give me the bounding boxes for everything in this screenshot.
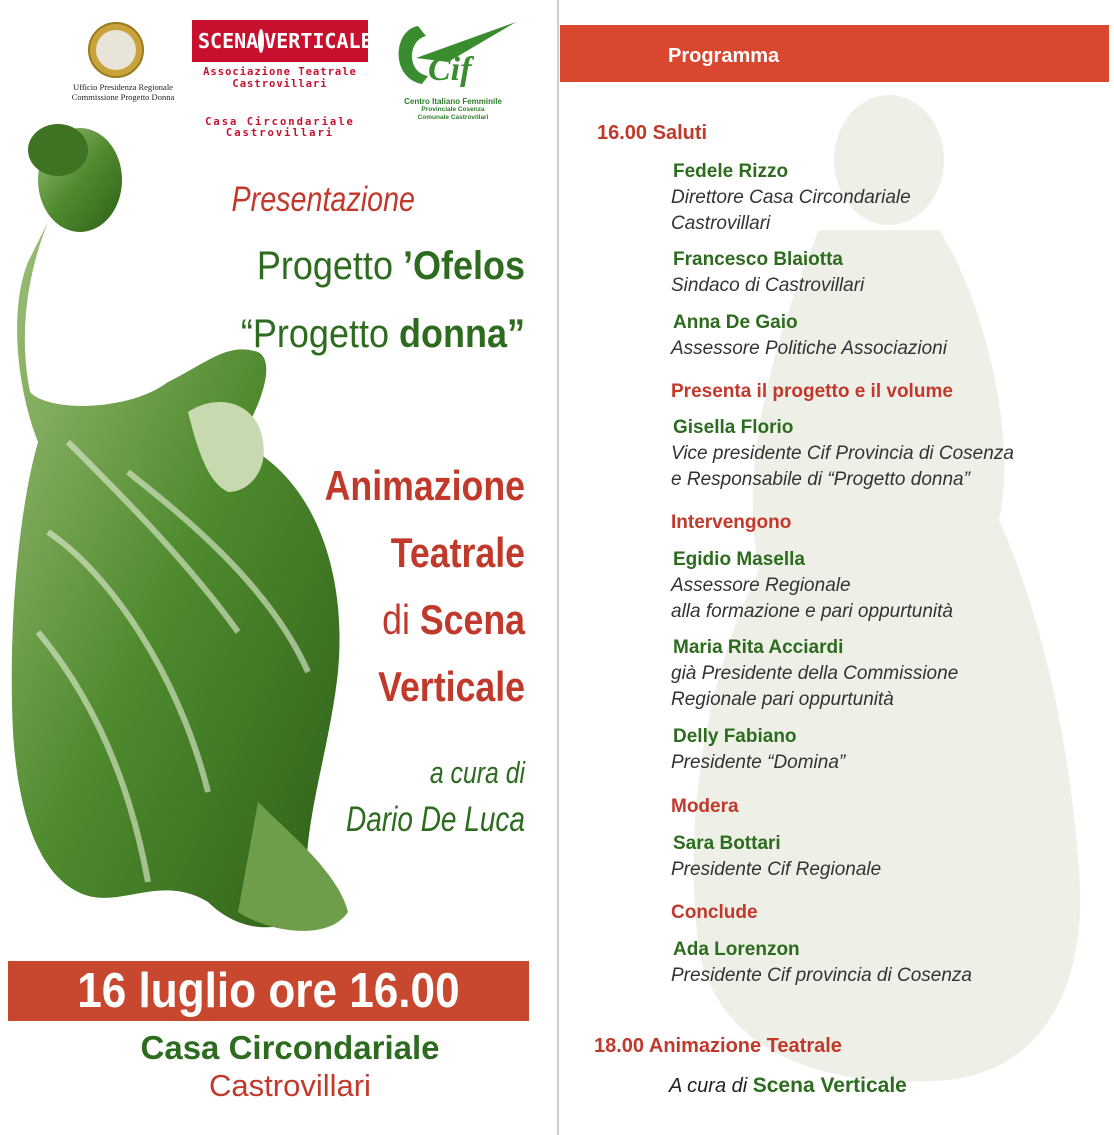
cif-line-2: Provinciale Cosenza [421,106,485,113]
final-credit-prefix: A cura di [669,1075,753,1097]
office-line-1: Ufficio Presidenza Regionale [73,82,173,92]
venue-city: Castrovillari [209,1068,371,1103]
animation-line-3-word: Scena [419,596,525,643]
office-caption [58,82,188,102]
speaker-name: Delly Fabiano [673,726,797,747]
speaker-role-line-1: Assessore Regionale [671,575,851,596]
curator-name: Dario De Luca [346,800,525,839]
saluti-time: 16.00 [597,122,648,144]
association-caption [192,66,368,90]
speaker-role [671,661,958,713]
speaker-name: Anna De Gaio [673,312,798,333]
date-banner [8,961,529,1021]
ofelos-title-word: ’Ofelos [402,244,525,288]
speaker-role: Presidente Cif provincia di Cosenza [671,965,972,986]
office-line-2: Commissione Progetto Donna [71,92,175,102]
section-intervengono: Intervengono [671,512,792,533]
speaker-role: Presidente “Domina” [671,752,846,773]
curated-by-label: a cura di [429,755,525,790]
animation-label: Animazione Teatrale [648,1035,842,1057]
speaker-name: Ada Lorenzon [673,939,800,960]
program-header: Programma [560,25,1109,82]
region-seal-icon [88,22,144,78]
presentation-label: Presentazione [231,180,415,219]
event-date: 16 luglio ore 16.00 [77,964,460,1018]
program-panel [559,0,1114,1135]
scena-logo-right: VERTICALE [264,29,373,53]
cif-logo-icon [388,18,518,96]
speaker-role-line-2: alla formazione e pari oppurtunità [671,601,954,622]
speaker-name: Fedele Rizzo [673,161,789,182]
animation-heading [594,1035,842,1058]
ofelos-title-prefix: Progetto [256,244,403,288]
speaker-name: Maria Rita Acciardi [673,637,844,658]
saluti-label: Saluti [652,122,708,144]
speaker-role [671,441,1014,493]
speaker-role-line-2: Castrovillari [671,213,771,234]
speaker-role: Sindaco di Castrovillari [671,275,865,296]
assoc-line-1: Associazione Teatrale [203,66,357,78]
speaker-role-line-2: Regionale pari oppurtunità [671,689,894,710]
assoc-line-2: Castrovillari [232,78,328,90]
ofelos-title [143,244,526,289]
donna-title-prefix: “Progetto [240,312,400,356]
section-conclude: Conclude [671,902,758,923]
animation-line-4: Verticale [378,663,525,710]
cif-caption [378,97,528,122]
venue-name: Casa Circondariale [140,1029,440,1066]
animation-line-3-prefix: di [382,596,420,643]
section-presenta: Presenta il progetto e il volume [671,381,953,402]
donna-title-word: donna” [399,312,525,356]
animation-title [249,452,525,720]
casa-line-1: Casa Circondariale [205,116,355,128]
final-credit [669,1074,907,1098]
speaker-role-line-1: Vice presidente Cif Provincia di Cosenza [671,443,1014,464]
speaker-role-line-2: e Responsabile di “Progetto donna” [671,469,970,490]
speaker-role: Assessore Politiche Associazioni [671,338,947,359]
cif-line-1: Centro Italiano Femminile [404,97,502,106]
speaker-role [671,185,911,237]
cif-line-3: Comunale Castrovillari [417,114,489,121]
section-modera: Modera [671,796,739,817]
animation-time: 18.00 [594,1035,645,1057]
speaker-name: Francesco Blaiotta [673,249,843,270]
speaker-role [671,573,953,625]
speaker-role: Presidente Cif Regionale [671,859,882,880]
scena-logo-left: SCENA [198,29,259,53]
casa-line-2: Castrovillari [225,127,335,139]
cif-mark-text: Cif [428,51,472,88]
speaker-role-line-1: Direttore Casa Circondariale [671,187,911,208]
scena-verticale-logo [192,20,373,62]
animation-line-2: Teatrale [390,529,525,576]
donna-title [143,312,526,357]
speaker-name: Sara Bottari [673,833,781,854]
final-credit-name: Scena Verticale [752,1074,907,1097]
speaker-name: Gisella Florio [673,417,794,438]
speaker-role-line-1: già Presidente della Commissione [671,663,959,684]
speaker-name: Egidio Masella [673,549,805,570]
saluti-heading [597,122,707,145]
animation-line-1: Animazione [324,462,525,509]
